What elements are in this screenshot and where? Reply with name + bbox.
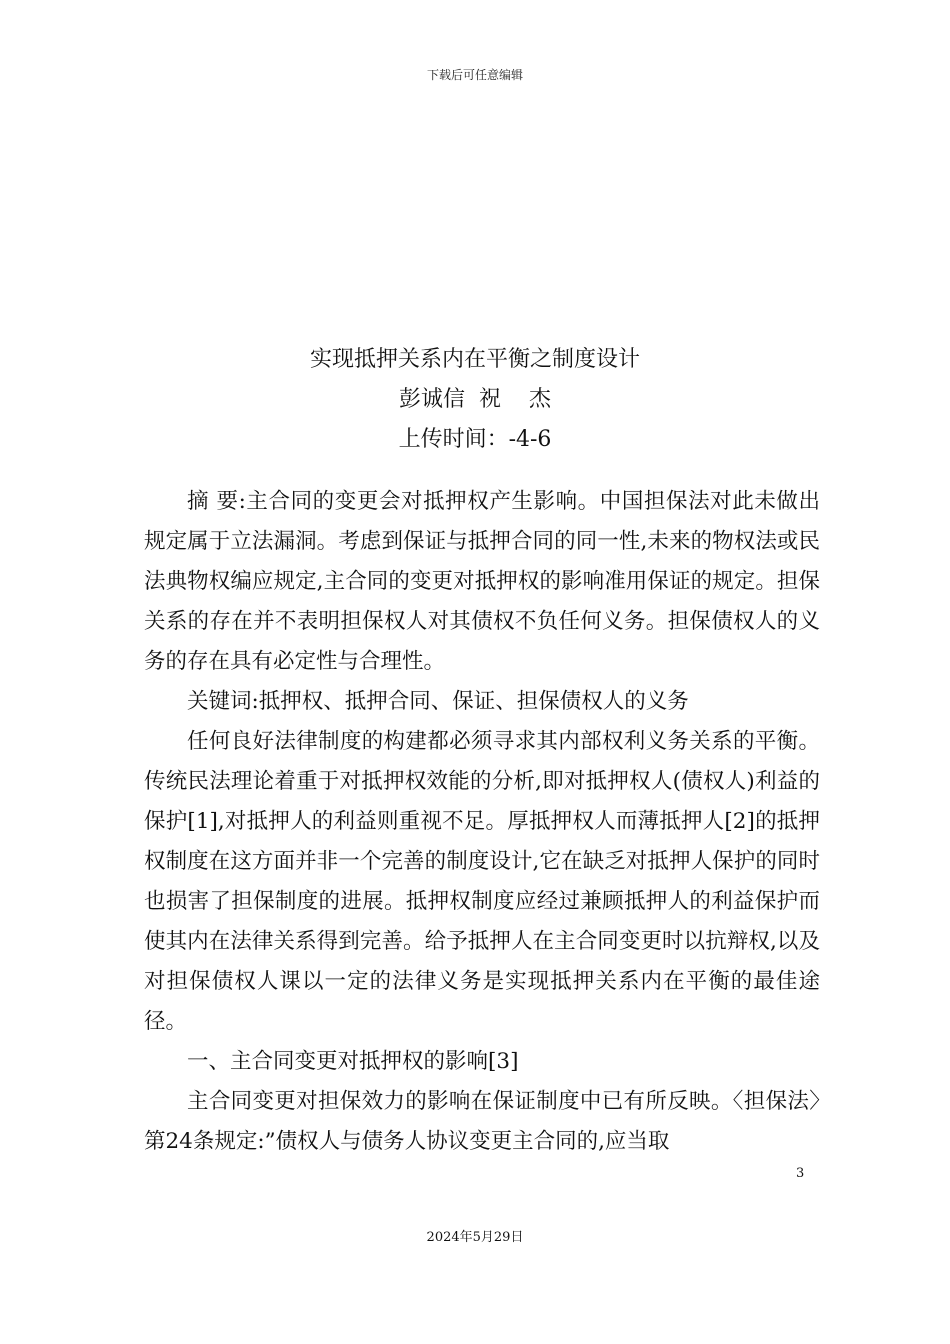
section-heading: 一、主合同变更对抵押权的影响[3]: [187, 1049, 519, 1074]
article-title: 实现抵押关系内在平衡之制度设计: [309, 347, 640, 372]
article-body: [144, 482, 820, 1162]
keywords-paragraph: 关键词:抵押权、抵押合同、保证、担保债权人的义务: [187, 689, 689, 714]
footer-date: 2024年5月29日: [426, 1230, 524, 1245]
abstract-paragraph: 摘 要:主合同的变更会对抵押权产生影响。中国担保法对此未做出规定属于立法漏洞。考虑到保证与抵押合同的同一性,未来的物权法或民法典物权编应规定,主合同的变更对抵押权的影响准用保证的规定。担保关系的存在并不表明担保权人对其债权不负任何义务。担保债权人的义务的存在具有必定性与合理性。: [144, 489, 820, 674]
intro-paragraph: 任何良好法律制度的构建都必须寻求其内部权利义务关系的平衡。传统民法理论着重于对抵押权效能的分析,即对抵押权人(债权人)利益的保护[1],对抵押人的利益则重视不足。厚抵押权人而薄抵押人[2]的抵押权制度在这方面并非一个完善的制度设计,它在缺乏对抵押人保护的同时也损害了担保制度的进展。抵押权制度应经过兼顾抵押人的利益保护而使其内在法律关系得到完善。给予抵押人在主合同变更时以抗辩权,以及对担保债权人课以一定的法律义务是实现抵押关系内在平衡的最佳途径。: [144, 729, 820, 1034]
article-authors: 彭诚信 祝 杰: [399, 387, 551, 412]
page-header-note: 下载后可任意编辑: [426, 68, 523, 82]
article-title-block: [0, 340, 950, 460]
article-upload-time: 上传时间：-4-6: [398, 427, 552, 452]
page-number: 3: [796, 1166, 805, 1181]
section-paragraph: 主合同变更对担保效力的影响在保证制度中已有所反映。〈担保法〉第24条规定:”债权人与债务人协议变更主合同的,应当取: [144, 1089, 820, 1154]
